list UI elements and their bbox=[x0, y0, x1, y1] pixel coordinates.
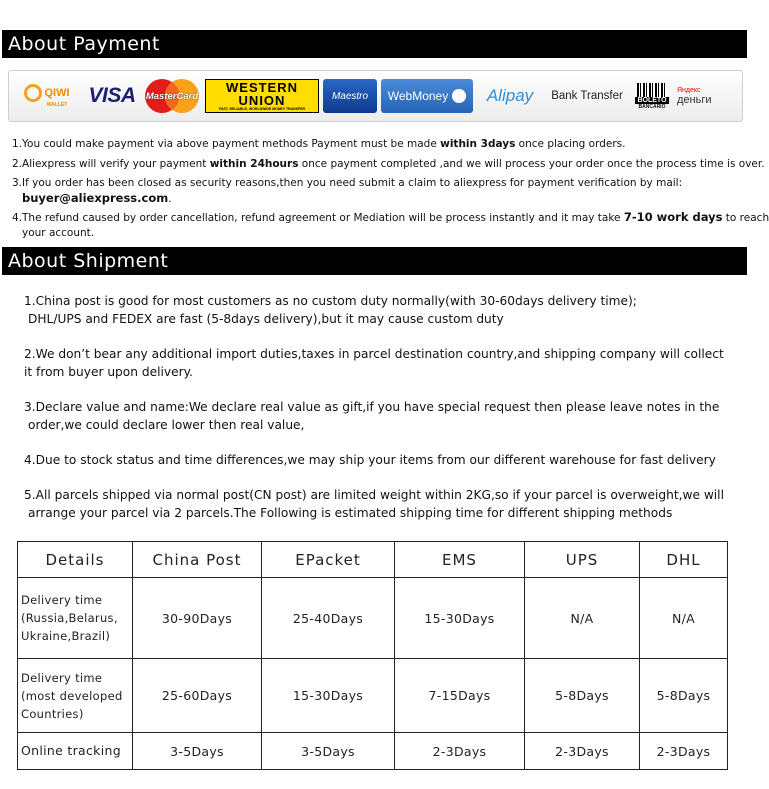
table-cell: N/A bbox=[640, 578, 728, 659]
row-label: Online tracking bbox=[18, 733, 133, 770]
table-header: EMS bbox=[395, 542, 525, 578]
table-cell: 15-30Days bbox=[262, 659, 395, 733]
table-cell: 3-5Days bbox=[133, 733, 262, 770]
table-header: China Post bbox=[133, 542, 262, 578]
payment-note-3: 3.If you order has been closed as security reasons,then you need submit a claim to aliexpress for payment verification by mail: bbox=[12, 177, 683, 189]
about-shipment-heading: About Shipment bbox=[2, 247, 747, 275]
table-row bbox=[18, 578, 728, 659]
shipment-note-1: 1.China post is good for most customers as no custom duty normally(with 30-60days delivery time); DHL/UPS and FEDEX are fast (5-8days delivery),but it may cause custom duty bbox=[24, 294, 637, 326]
qiwi-logo: QIWI WALLET bbox=[15, 79, 79, 113]
table-header: EPacket bbox=[262, 542, 395, 578]
table-cell: 7-15Days bbox=[395, 659, 525, 733]
table-cell: 5-8Days bbox=[640, 659, 728, 733]
table-header: Details bbox=[18, 542, 133, 578]
visa-logo: VISA bbox=[88, 84, 136, 107]
table-header-row bbox=[18, 542, 728, 578]
table-cell: 5-8Days bbox=[525, 659, 640, 733]
maestro-logo: Maestro bbox=[323, 79, 377, 113]
payment-note-1: 1.You could make payment via above payment methods Payment must be made within 3days once placing orders. bbox=[12, 138, 626, 150]
bank-transfer-logo: Bank Transfer bbox=[551, 90, 623, 102]
table-header: UPS bbox=[525, 542, 640, 578]
table-cell: 2-3Days bbox=[640, 733, 728, 770]
alipay-logo: Alipay bbox=[486, 86, 534, 105]
table-row bbox=[18, 733, 728, 770]
table-cell: 25-40Days bbox=[262, 578, 395, 659]
table-cell: 15-30Days bbox=[395, 578, 525, 659]
payment-note-2: 2.Aliexpress will verify your payment within 24hours once payment completed ,and we will process your order once the process time is over. bbox=[12, 157, 765, 170]
shipment-note-2: 2.We don’t bear any additional import duties,taxes in parcel destination country,and shipping company will collect it from buyer upon delivery. bbox=[24, 347, 724, 379]
row-label: Delivery time (Russia,Belarus, Ukraine,Brazil) bbox=[18, 578, 133, 659]
payment-notes bbox=[12, 135, 769, 241]
boleto-logo: BOLETO BANCARIO bbox=[631, 79, 673, 113]
western-union-logo: WESTERN UNION FAST, RELIABLE, WORLDWIDE MONEY TRANSFER bbox=[205, 79, 319, 113]
table-cell: 25-60Days bbox=[133, 659, 262, 733]
shipment-note-4: 4.Due to stock status and time differences,we may ship your items from our different warehouse for fast delivery bbox=[24, 453, 716, 467]
table-header: DHL bbox=[640, 542, 728, 578]
table-cell: 3-5Days bbox=[262, 733, 395, 770]
shipping-time-table bbox=[17, 541, 728, 770]
shipment-notes bbox=[24, 292, 744, 539]
table-cell: 30-90Days bbox=[133, 578, 262, 659]
yandex-money-logo: Яндекс деньги bbox=[677, 86, 712, 106]
payment-note-4-cont: your account. bbox=[22, 227, 95, 239]
mastercard-logo: MasterCard bbox=[142, 79, 202, 113]
payment-logo-strip bbox=[8, 70, 743, 122]
webmoney-logo: WebMoney bbox=[381, 79, 473, 113]
payment-note-4: 4.The refund caused by order cancellation, refund agreement or Mediation will be process instantly and it may take 7-10 work days to reach bbox=[12, 210, 769, 224]
shipment-note-3: 3.Declare value and name:We declare real value as gift,if you have special request then please leave notes in the order,we could declare lower then real value, bbox=[24, 400, 720, 432]
about-payment-heading: About Payment bbox=[2, 30, 747, 58]
payment-email: buyer@aliexpress.com. bbox=[22, 191, 172, 205]
table-cell: 2-3Days bbox=[525, 733, 640, 770]
shipment-note-5: 5.All parcels shipped via normal post(CN post) are limited weight within 2KG,so if your parcel is overweight,we will arrange your parcel via 2 parcels.The Following is estimated shipping time for different shipping methods bbox=[24, 488, 724, 520]
table-cell: 2-3Days bbox=[395, 733, 525, 770]
table-row bbox=[18, 659, 728, 733]
table-cell: N/A bbox=[525, 578, 640, 659]
row-label: Delivery time (most developed Countries) bbox=[18, 659, 133, 733]
